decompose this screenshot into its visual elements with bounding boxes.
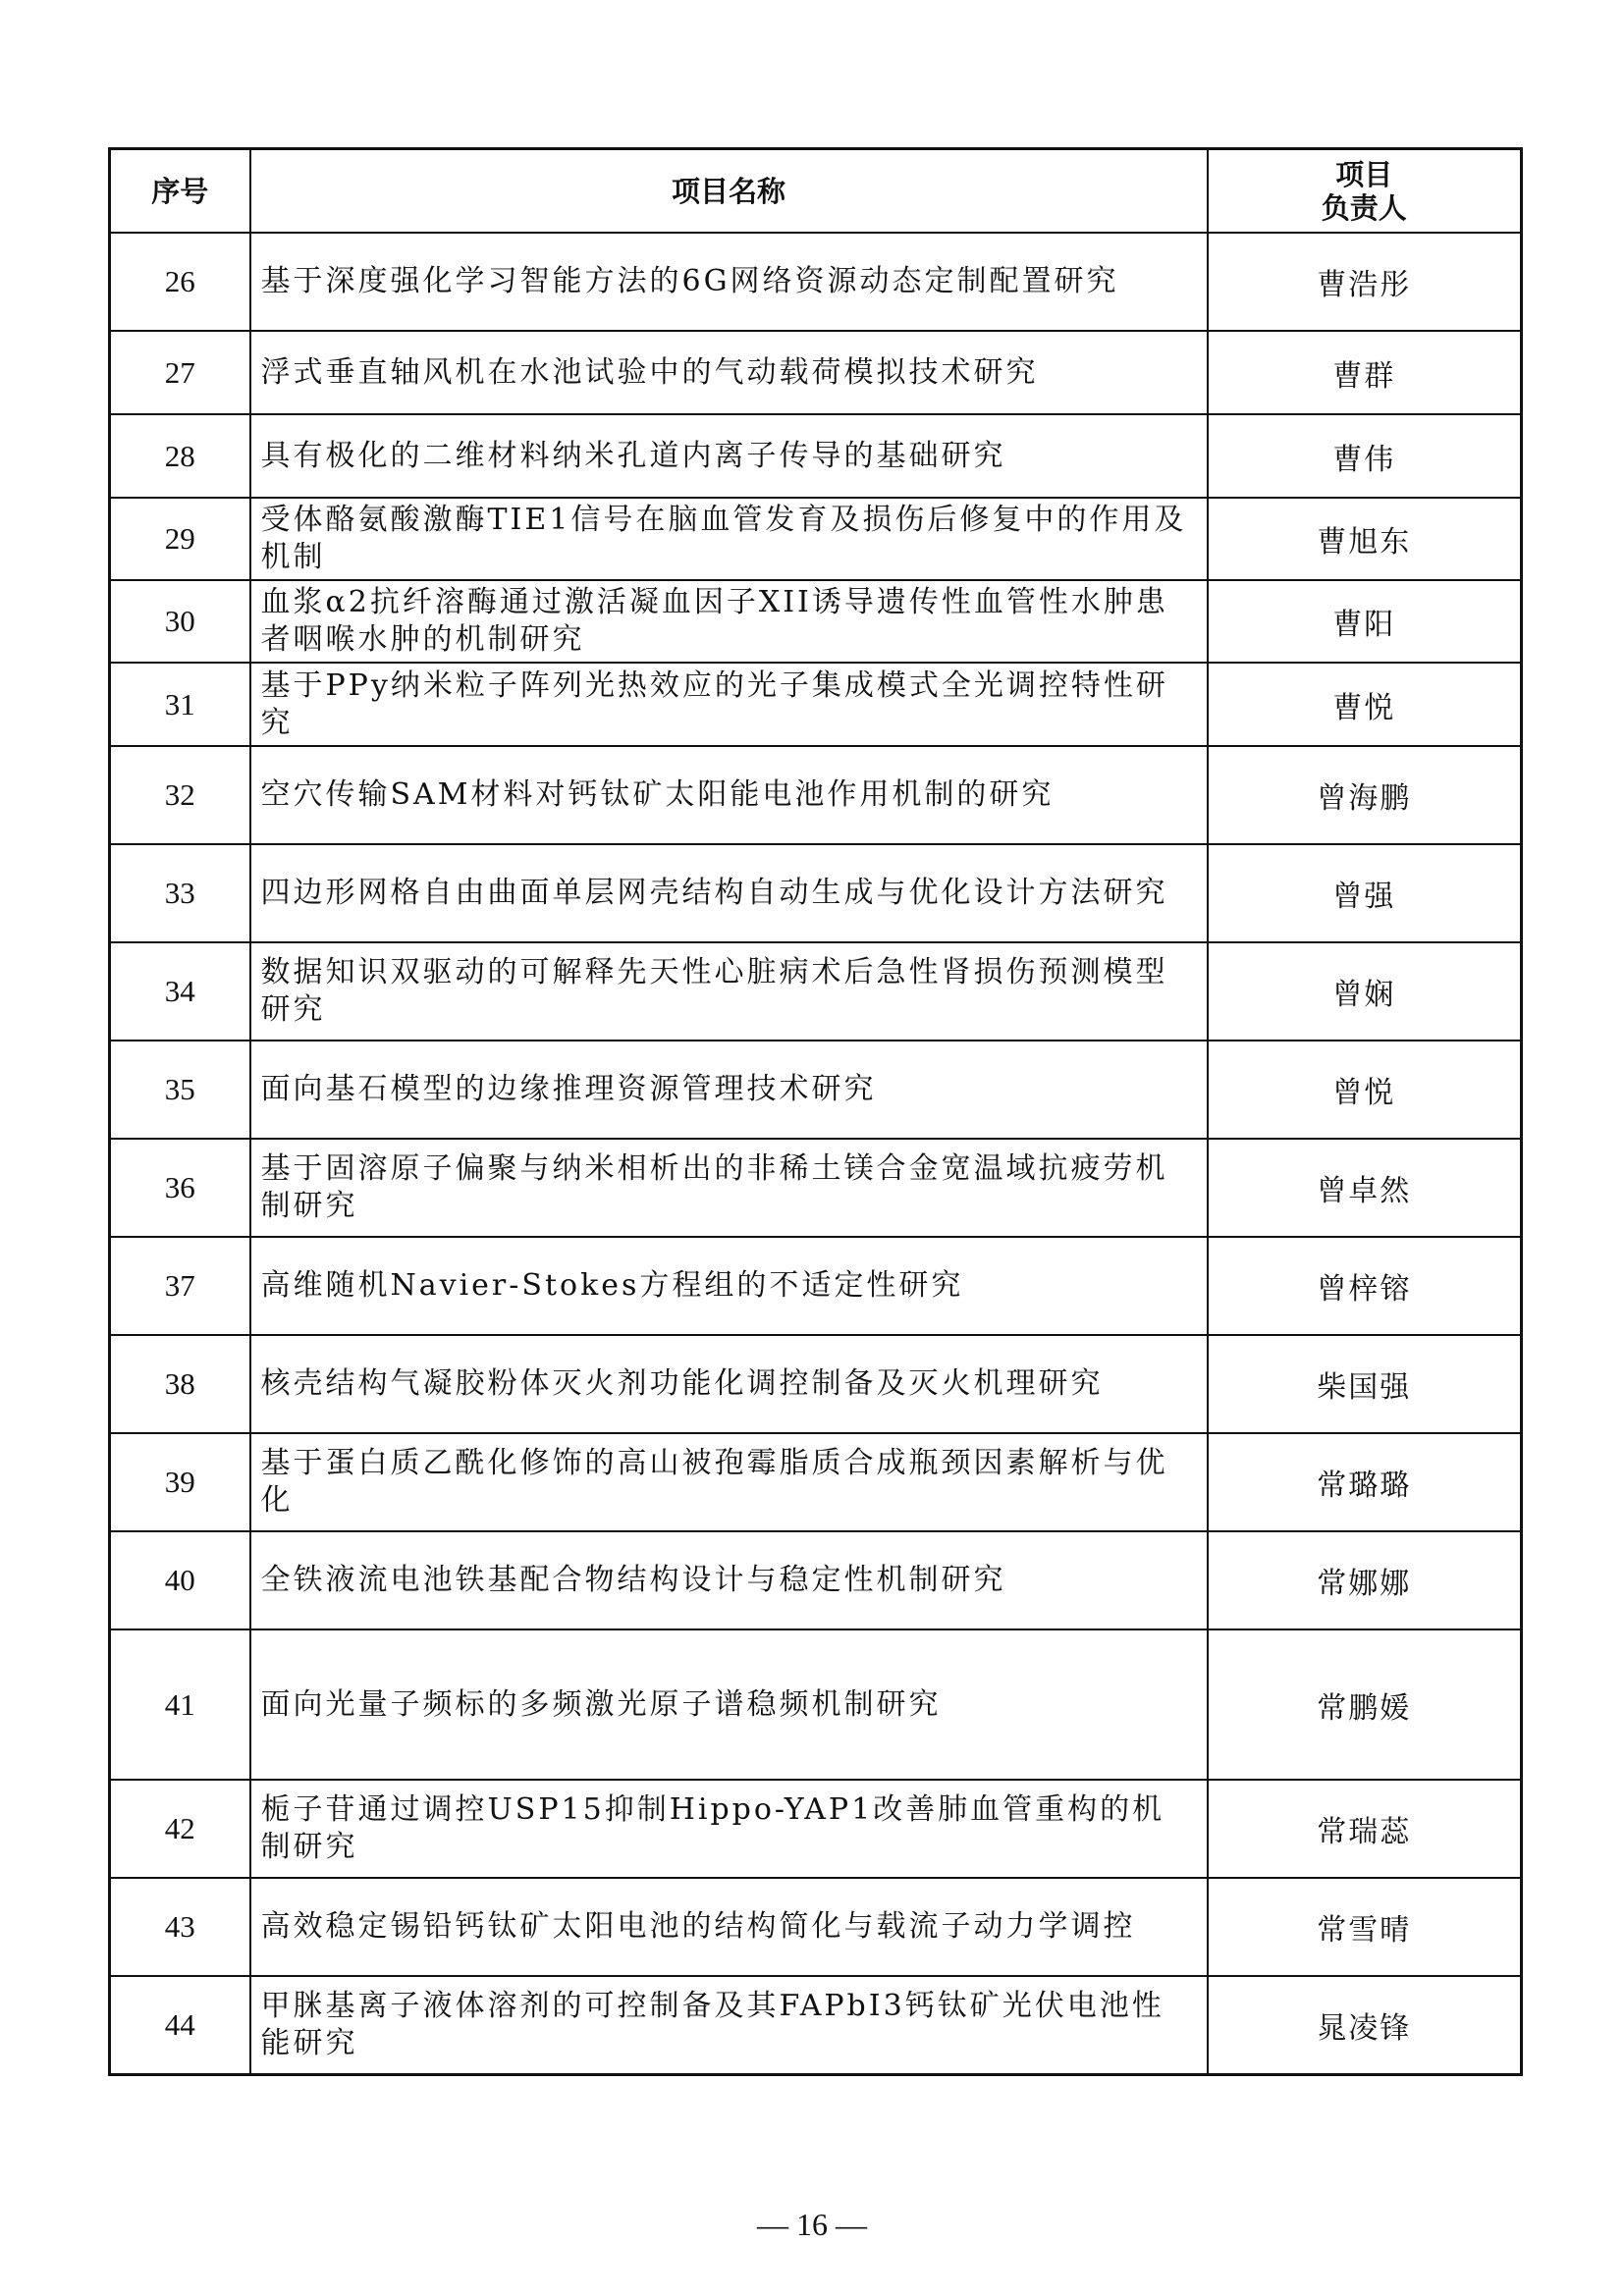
row-project-name: 四边形网格自由曲面单层网壳结构自动生成与优化设计方法研究: [250, 844, 1208, 942]
row-project-name: 高效稳定锡铅钙钛矿太阳电池的结构简化与载流子动力学调控: [250, 1878, 1208, 1976]
row-index: 27: [110, 331, 250, 414]
row-index: 38: [110, 1335, 250, 1433]
project-table: [108, 147, 1523, 2076]
row-project-lead: 常璐璐: [1208, 1433, 1522, 1531]
row-project-lead: 曹伟: [1208, 414, 1522, 498]
row-project-lead: 曹悦: [1208, 663, 1522, 746]
row-project-lead: 常雪晴: [1208, 1878, 1522, 1976]
row-project-name: 浮式垂直轴风机在水池试验中的气动载荷模拟技术研究: [250, 331, 1208, 414]
table-row: [110, 1139, 1522, 1237]
row-project-name: 面向光量子频标的多频激光原子谱稳频机制研究: [250, 1629, 1208, 1780]
row-project-name: 栀子苷通过调控USP15抑制Hippo-YAP1改善肺血管重构的机制研究: [250, 1780, 1208, 1878]
row-project-name: 核壳结构气凝胶粉体灭火剂功能化调控制备及灭火机理研究: [250, 1335, 1208, 1433]
header-project-name: 项目名称: [250, 149, 1208, 234]
table-row: [110, 942, 1522, 1041]
row-project-lead: 晁凌锋: [1208, 1976, 1522, 2074]
page-number: — 16 —: [757, 2207, 867, 2242]
table-row: [110, 1780, 1522, 1878]
table-row: [110, 1629, 1522, 1780]
row-project-lead: 曾娴: [1208, 942, 1522, 1041]
row-project-name: 甲脒基离子液体溶剂的可控制备及其FAPbI3钙钛矿光伏电池性能研究: [250, 1976, 1208, 2074]
row-index: 30: [110, 580, 250, 663]
row-index: 41: [110, 1629, 250, 1780]
table-row: [110, 1433, 1522, 1531]
row-index: 28: [110, 414, 250, 498]
table-row: [110, 663, 1522, 746]
row-project-name: 空穴传输SAM材料对钙钛矿太阳能电池作用机制的研究: [250, 746, 1208, 844]
table-row: [110, 414, 1522, 498]
row-project-lead: 曹群: [1208, 331, 1522, 414]
table-row: [110, 498, 1522, 580]
row-project-lead: 常娜娜: [1208, 1531, 1522, 1629]
row-project-lead: 曾卓然: [1208, 1139, 1522, 1237]
row-project-lead: 曾海鹏: [1208, 746, 1522, 844]
row-project-lead: 曾梓镕: [1208, 1237, 1522, 1335]
row-index: 40: [110, 1531, 250, 1629]
table-row: [110, 233, 1522, 331]
row-project-name: 高维随机Navier-Stokes方程组的不适定性研究: [250, 1237, 1208, 1335]
table-row: [110, 746, 1522, 844]
table-row: [110, 1531, 1522, 1629]
row-index: 42: [110, 1780, 250, 1878]
row-index: 34: [110, 942, 250, 1041]
row-project-name: 血浆α2抗纤溶酶通过激活凝血因子XII诱导遗传性血管性水肿患者咽喉水肿的机制研究: [250, 580, 1208, 663]
table-row: [110, 1237, 1522, 1335]
row-project-lead: 曹浩彤: [1208, 233, 1522, 331]
header-lead-line2: 负责人: [1321, 190, 1407, 225]
row-project-lead: 曹旭东: [1208, 498, 1522, 580]
header-index: 序号: [110, 149, 250, 234]
table-row: [110, 1335, 1522, 1433]
row-project-lead: 常瑞蕊: [1208, 1780, 1522, 1878]
row-index: 35: [110, 1041, 250, 1139]
header-project-lead: [1208, 149, 1522, 234]
row-project-name: 面向基石模型的边缘推理资源管理技术研究: [250, 1041, 1208, 1139]
row-project-lead: 常鹏媛: [1208, 1629, 1522, 1780]
table-header-row: [110, 149, 1522, 234]
row-project-name: 基于深度强化学习智能方法的6G网络资源动态定制配置研究: [250, 233, 1208, 331]
row-project-lead: 曾悦: [1208, 1041, 1522, 1139]
row-index: 33: [110, 844, 250, 942]
row-index: 37: [110, 1237, 250, 1335]
row-project-name: 具有极化的二维材料纳米孔道内离子传导的基础研究: [250, 414, 1208, 498]
row-index: 39: [110, 1433, 250, 1531]
row-index: 43: [110, 1878, 250, 1976]
row-index: 32: [110, 746, 250, 844]
table-row: [110, 331, 1522, 414]
row-project-lead: 曾强: [1208, 844, 1522, 942]
row-index: 29: [110, 498, 250, 580]
table-row: [110, 1878, 1522, 1976]
row-project-name: 基于PPy纳米粒子阵列光热效应的光子集成模式全光调控特性研究: [250, 663, 1208, 746]
row-project-name: 数据知识双驱动的可解释先天性心脏病术后急性肾损伤预测模型研究: [250, 942, 1208, 1041]
row-index: 31: [110, 663, 250, 746]
row-index: 36: [110, 1139, 250, 1237]
table-row: [110, 844, 1522, 942]
table-row: [110, 1041, 1522, 1139]
row-project-name: 受体酪氨酸激酶TIE1信号在脑血管发育及损伤后修复中的作用及机制: [250, 498, 1208, 580]
row-project-lead: 柴国强: [1208, 1335, 1522, 1433]
table-row: [110, 580, 1522, 663]
row-index: 44: [110, 1976, 250, 2074]
header-lead-line1: 项目: [1335, 157, 1393, 191]
row-index: 26: [110, 233, 250, 331]
row-project-name: 基于蛋白质乙酰化修饰的高山被孢霉脂质合成瓶颈因素解析与优化: [250, 1433, 1208, 1531]
table-row: [110, 1976, 1522, 2074]
row-project-name: 全铁液流电池铁基配合物结构设计与稳定性机制研究: [250, 1531, 1208, 1629]
row-project-lead: 曹阳: [1208, 580, 1522, 663]
row-project-name: 基于固溶原子偏聚与纳米相析出的非稀土镁合金宽温域抗疲劳机制研究: [250, 1139, 1208, 1237]
